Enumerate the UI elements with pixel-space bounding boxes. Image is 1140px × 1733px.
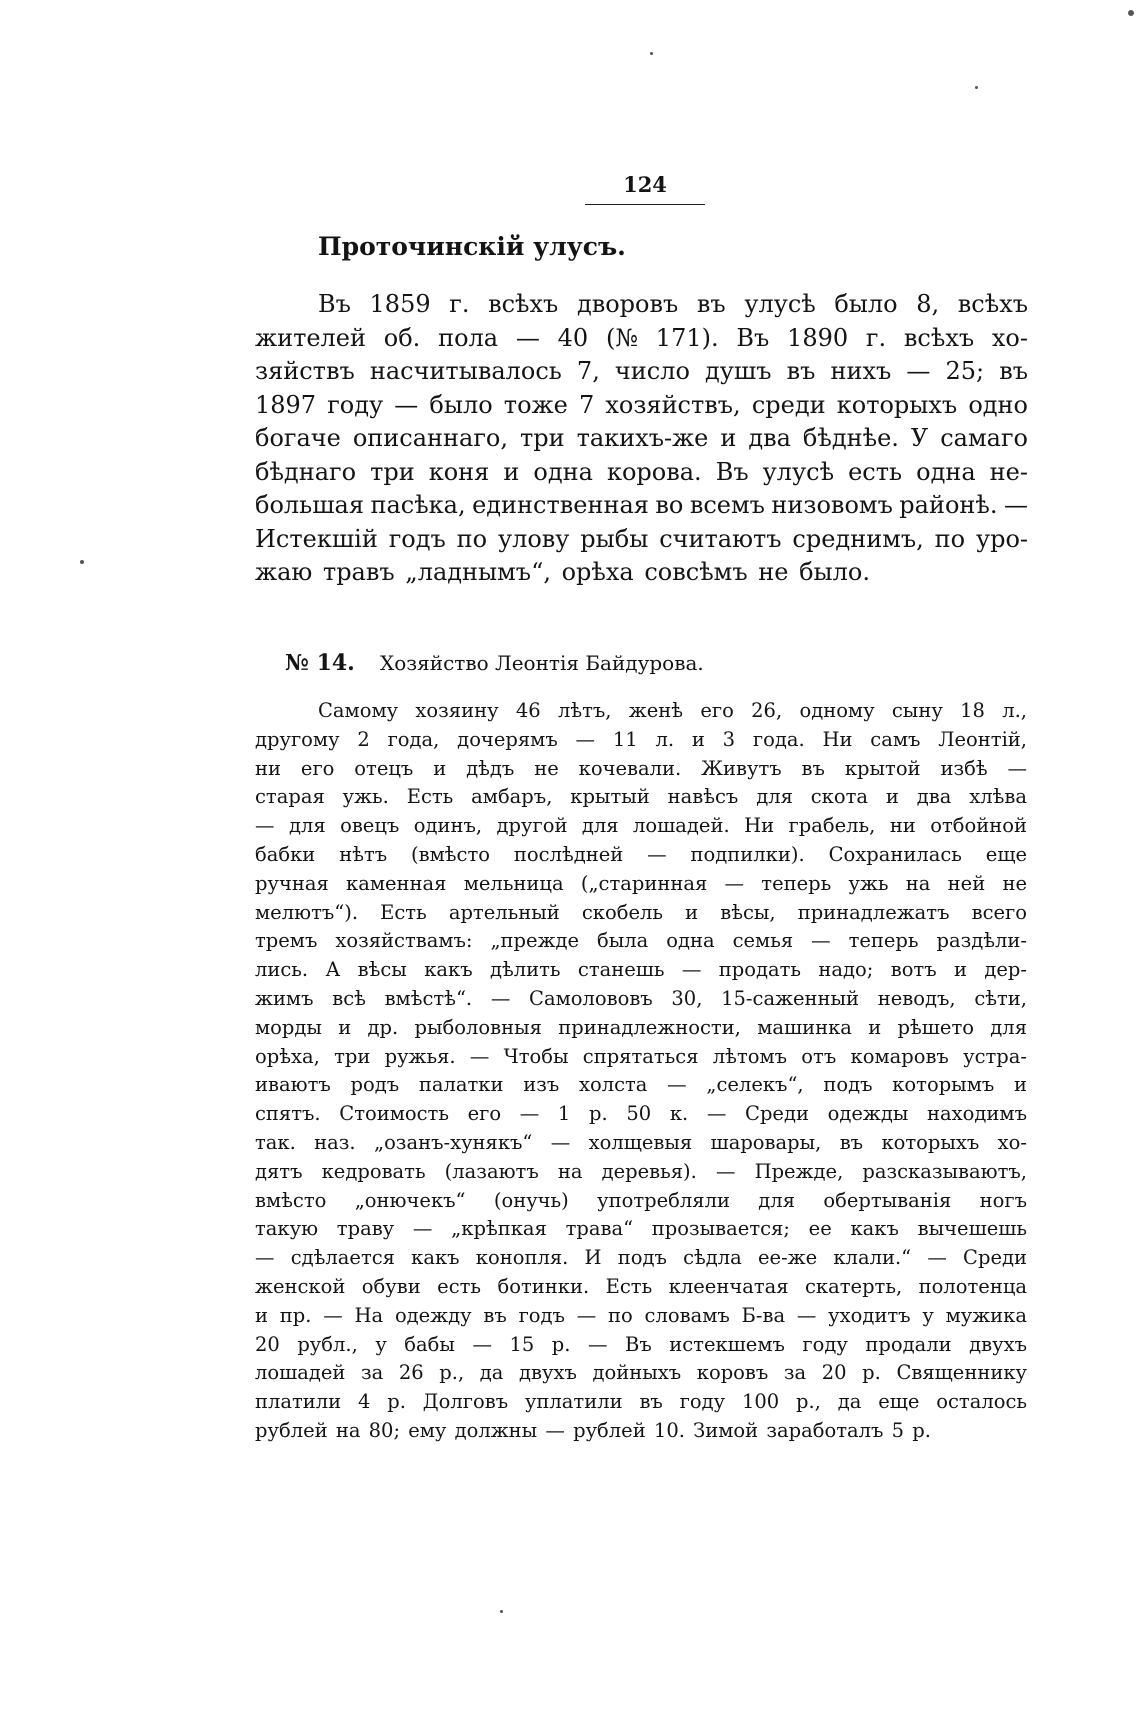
paper-speck bbox=[650, 52, 653, 55]
entry-line: вмѣсто „онючекъ“ (онучь) употребляли для обертыванiя ногъ bbox=[255, 1188, 1027, 1212]
intro-line: 1897 году — было тоже 7 хозяйствъ, среди которыхъ одно bbox=[255, 390, 1028, 419]
entry-line: старая ужь. Есть амбаръ, крытый навѣсъ для скота и два хлѣва bbox=[255, 785, 1027, 809]
page-number-rule bbox=[585, 204, 705, 205]
entry-line: спятъ. Стоимость его — 1 р. 50 к. — Среди одежды находимъ bbox=[255, 1102, 1027, 1126]
intro-line: большая пасѣка, единственная во всемъ низовомъ районѣ. — bbox=[255, 491, 1029, 519]
entry-line: 20 рубл., у бабы — 15 р. — Въ истекшемъ году продали двухъ bbox=[255, 1332, 1027, 1356]
entry-line: ручная каменная мельница („старинная — теперь ужь на ней не bbox=[255, 871, 1027, 895]
intro-line: зяйствъ насчитывалось 7, число душъ въ нихъ — 25; въ bbox=[255, 357, 1028, 385]
entry-heading bbox=[285, 650, 704, 676]
entry-line: бабки нѣтъ (вмѣсто послѣдней — подпилки). Сохранилась еще bbox=[255, 843, 1027, 866]
entry-line: орѣха, три ружья. — Чтобы спрятаться лѣтомъ отъ комаровъ устра- bbox=[255, 1044, 1027, 1068]
paper-speck bbox=[80, 560, 84, 564]
section-title: Проточинскiй улусъ. bbox=[318, 232, 626, 261]
intro-line: жителей об. пола — 40 (№ 171). Въ 1890 г. всѣхъ хо- bbox=[255, 323, 1028, 352]
entry-line: тремъ хозяйствамъ: „прежде была одна семья — теперь раздѣли- bbox=[255, 929, 1027, 953]
entry-line: дятъ кедровать (лазаютъ на деревья). — Прежде, разсказываютъ, bbox=[255, 1159, 1027, 1183]
paper-speck bbox=[500, 1610, 503, 1613]
entry-line: — для овецъ одинъ, другой для лошадей. Ни грабель, ни отбойной bbox=[255, 814, 1027, 838]
entry-line: рублей на 80; ему должны — рублей 10. Зимой заработалъ 5 р. bbox=[255, 1419, 931, 1442]
paper-speck bbox=[1128, 10, 1134, 16]
entry-line: — сдѣлается какъ конопля. И подъ сѣдла ее-же клали.“ — Среди bbox=[255, 1246, 1027, 1270]
intro-line: Въ 1859 г. всѣхъ дворовъ въ улусѣ было 8, всѣхъ bbox=[318, 290, 1028, 318]
entry-line: мелютъ“). Есть артельный скобель и вѣсы, принадлежатъ всего bbox=[255, 900, 1027, 924]
entry-line: жимъ всѣ вмѣстѣ“. — Самолововъ 30, 15-саженный неводъ, сѣти, bbox=[255, 987, 1027, 1010]
entry-line: другому 2 года, дочерямъ — 11 л. и 3 года. Ни самъ Леонтiй, bbox=[255, 727, 1027, 751]
entry-line: морды и др. рыболовныя принадлежности, машинка и рѣшето для bbox=[255, 1015, 1027, 1039]
entry-line: иваютъ родъ палатки изъ холста — „селекъ“, подъ которымъ и bbox=[255, 1073, 1027, 1097]
page-number: 124 bbox=[623, 172, 667, 197]
intro-line: бѣднаго три коня и одна корова. Въ улусѣ есть одна не- bbox=[255, 457, 1028, 486]
entry-line: лошадей за 26 р., да двухъ дойныхъ коровъ за 20 р. Священнику bbox=[255, 1361, 1027, 1385]
intro-line: жаю травъ „ладнымъ“, орѣха совсѣмъ не было. bbox=[255, 558, 870, 586]
entry-line: ни его отецъ и дѣдъ не кочевали. Живутъ въ крытой избѣ — bbox=[255, 756, 1027, 780]
entry-title: Хозяйство Леонтiя Байдурова. bbox=[379, 651, 704, 675]
entry-line: Самому хозяину 46 лѣтъ, женѣ его 26, одному сыну 18 л., bbox=[318, 699, 1027, 722]
entry-line: женской обуви есть ботинки. Есть клеенчатая скатерть, полотенца bbox=[255, 1275, 1027, 1298]
entry-line: так. наз. „озанъ-хунякъ“ — холщевыя шаровары, въ которыхъ хо- bbox=[255, 1131, 1027, 1154]
entry-number: № 14. bbox=[285, 650, 355, 676]
intro-line: Истекшiй годъ по улову рыбы считаютъ среднимъ, по уро- bbox=[255, 524, 1028, 553]
entry-line: и пр. — На одежду въ годъ — по словамъ Б-ва — уходитъ у мужика bbox=[255, 1303, 1027, 1327]
intro-line: богаче описаннаго, три такихъ-же и два бѣднѣе. У самаго bbox=[255, 424, 1028, 452]
entry-line: такую траву — „крѣпкая трава“ прозывается; ее какъ вычешешь bbox=[255, 1217, 1027, 1241]
entry-line: лись. А вѣсы какъ дѣлить станешь — продать надо; вотъ и дер- bbox=[255, 958, 1027, 982]
paper-speck bbox=[975, 86, 978, 89]
entry-line: платили 4 р. Долговъ уплатили въ году 100 р., да еще осталось bbox=[255, 1390, 1027, 1414]
